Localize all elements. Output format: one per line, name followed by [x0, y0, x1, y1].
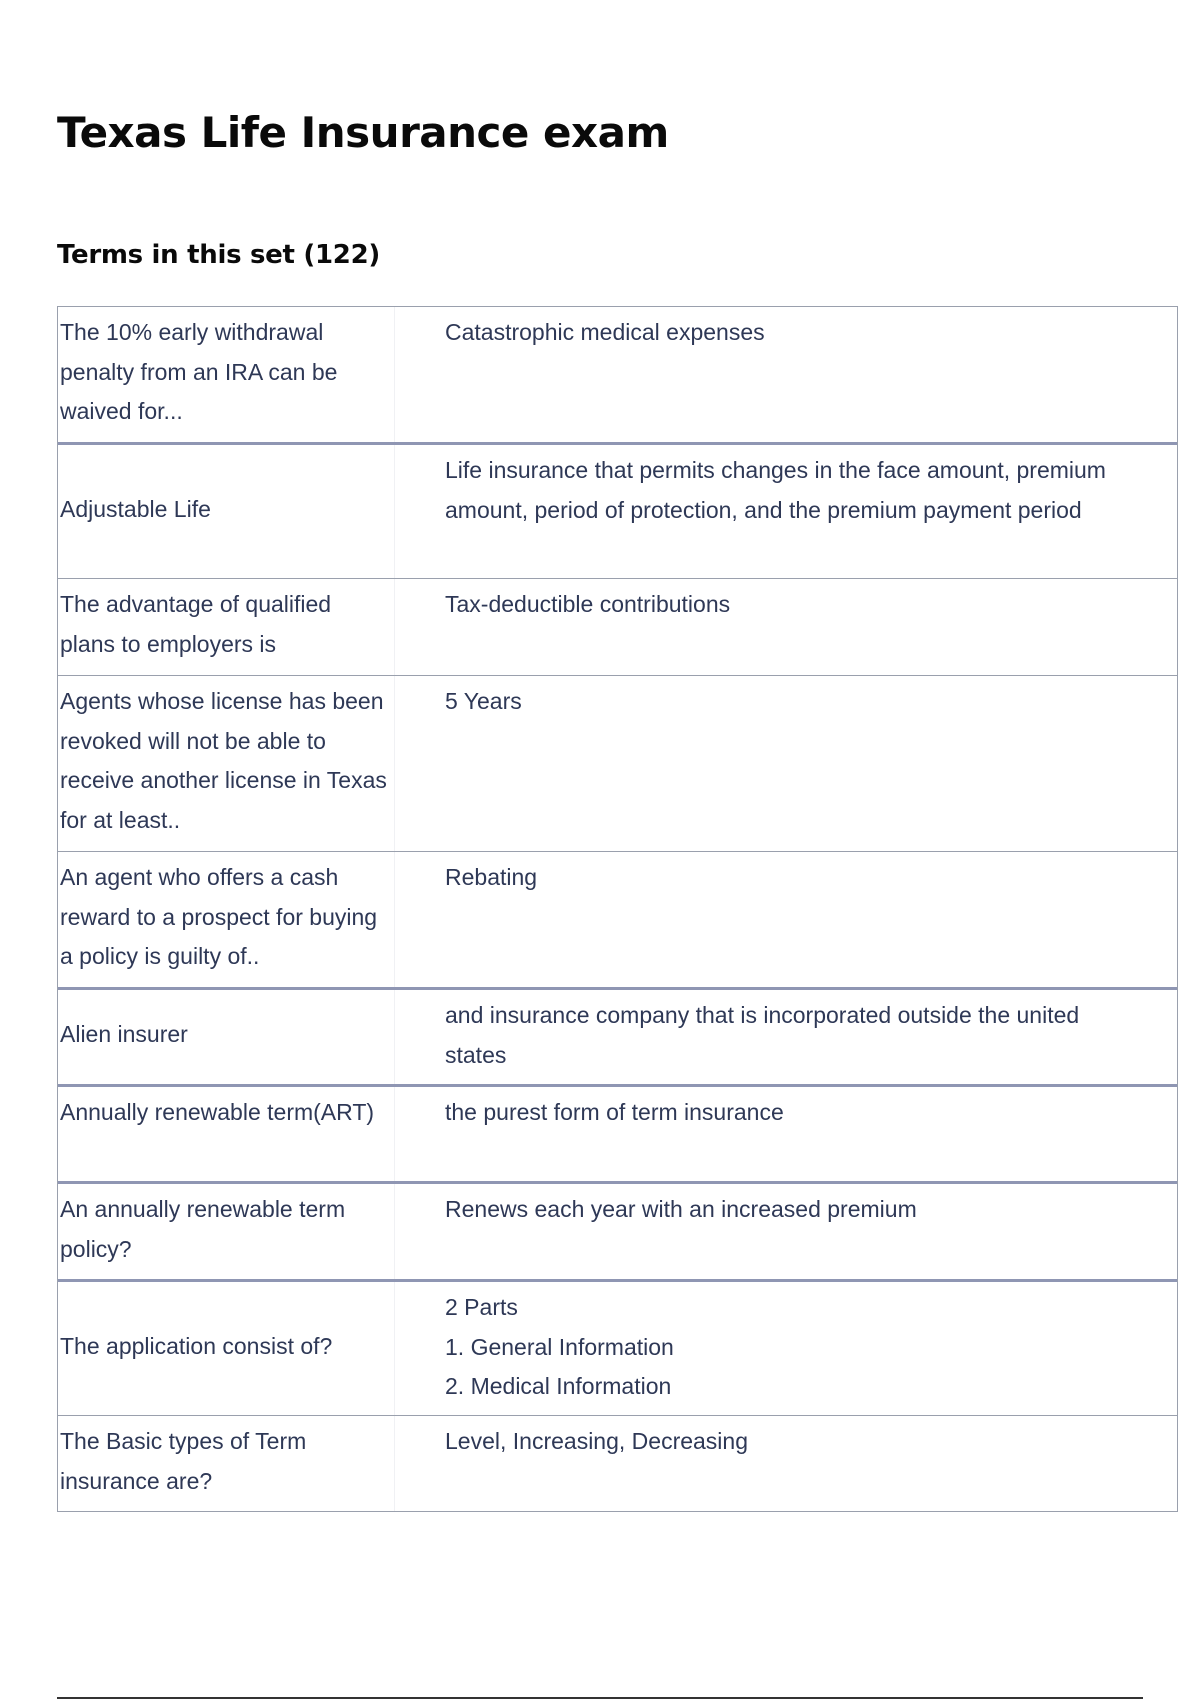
definition-text [395, 579, 1177, 675]
definition-line: and insurance company that is incorporated outside the united states [445, 1002, 1080, 1068]
definition-line: Rebating [445, 864, 538, 890]
term-text: The application consist of? [58, 1282, 395, 1415]
term-text: An annually renewable term policy? [58, 1184, 395, 1279]
table-row [58, 1181, 1177, 1279]
term-text: The advantage of qualified plans to employers is [58, 579, 395, 675]
table-row [58, 987, 1177, 1084]
definition-text [395, 852, 1177, 987]
definition-line: Life insurance that permits changes in the face amount, premium amount, period of protection, and the premium payment period [445, 457, 1106, 523]
term-text: Annually renewable term(ART) [58, 1087, 395, 1181]
definition-line: Catastrophic medical expenses [445, 319, 765, 345]
terms-table [57, 306, 1178, 1512]
table-row [58, 442, 1177, 578]
definition-text [395, 1184, 1177, 1279]
definition-text [395, 676, 1177, 851]
definition-line: 5 Years [445, 688, 522, 714]
term-text: An agent who offers a cash reward to a prospect for buying a policy is guilty of.. [58, 852, 395, 987]
table-row [58, 675, 1177, 851]
page-title: Texas Life Insurance exam [57, 108, 669, 157]
definition-line: 2. Medical Information [445, 1373, 672, 1399]
definition-line: the purest form of term insurance [445, 1099, 784, 1125]
table-row [58, 851, 1177, 987]
table-row [58, 578, 1177, 675]
table-row [58, 1084, 1177, 1181]
definition-line: Level, Increasing, Decreasing [445, 1428, 748, 1454]
definition-text [395, 1282, 1177, 1415]
terms-count-heading: Terms in this set (122) [57, 240, 380, 270]
definition-line: 1. General Information [445, 1333, 674, 1360]
definition-line: 2 Parts [445, 1294, 518, 1320]
table-row [58, 1279, 1177, 1415]
term-text: Alien insurer [58, 990, 395, 1084]
term-text: The Basic types of Term insurance are? [58, 1416, 395, 1511]
definition-text [395, 990, 1177, 1084]
term-text: Agents whose license has been revoked will not be able to receive another license in Texas for at least.. [58, 676, 395, 851]
table-row [58, 1415, 1177, 1512]
footer-divider [57, 1697, 1143, 1699]
term-text: Adjustable Life [58, 445, 395, 578]
definition-text [395, 1087, 1177, 1181]
definition-text [395, 1416, 1177, 1511]
definition-line: Tax-deductible contributions [445, 591, 731, 617]
definition-text [395, 307, 1177, 442]
table-row [58, 306, 1177, 442]
definition-text [395, 445, 1177, 578]
term-text: The 10% early withdrawal penalty from an IRA can be waived for... [58, 307, 395, 442]
definition-line: Renews each year with an increased premium [445, 1196, 917, 1222]
